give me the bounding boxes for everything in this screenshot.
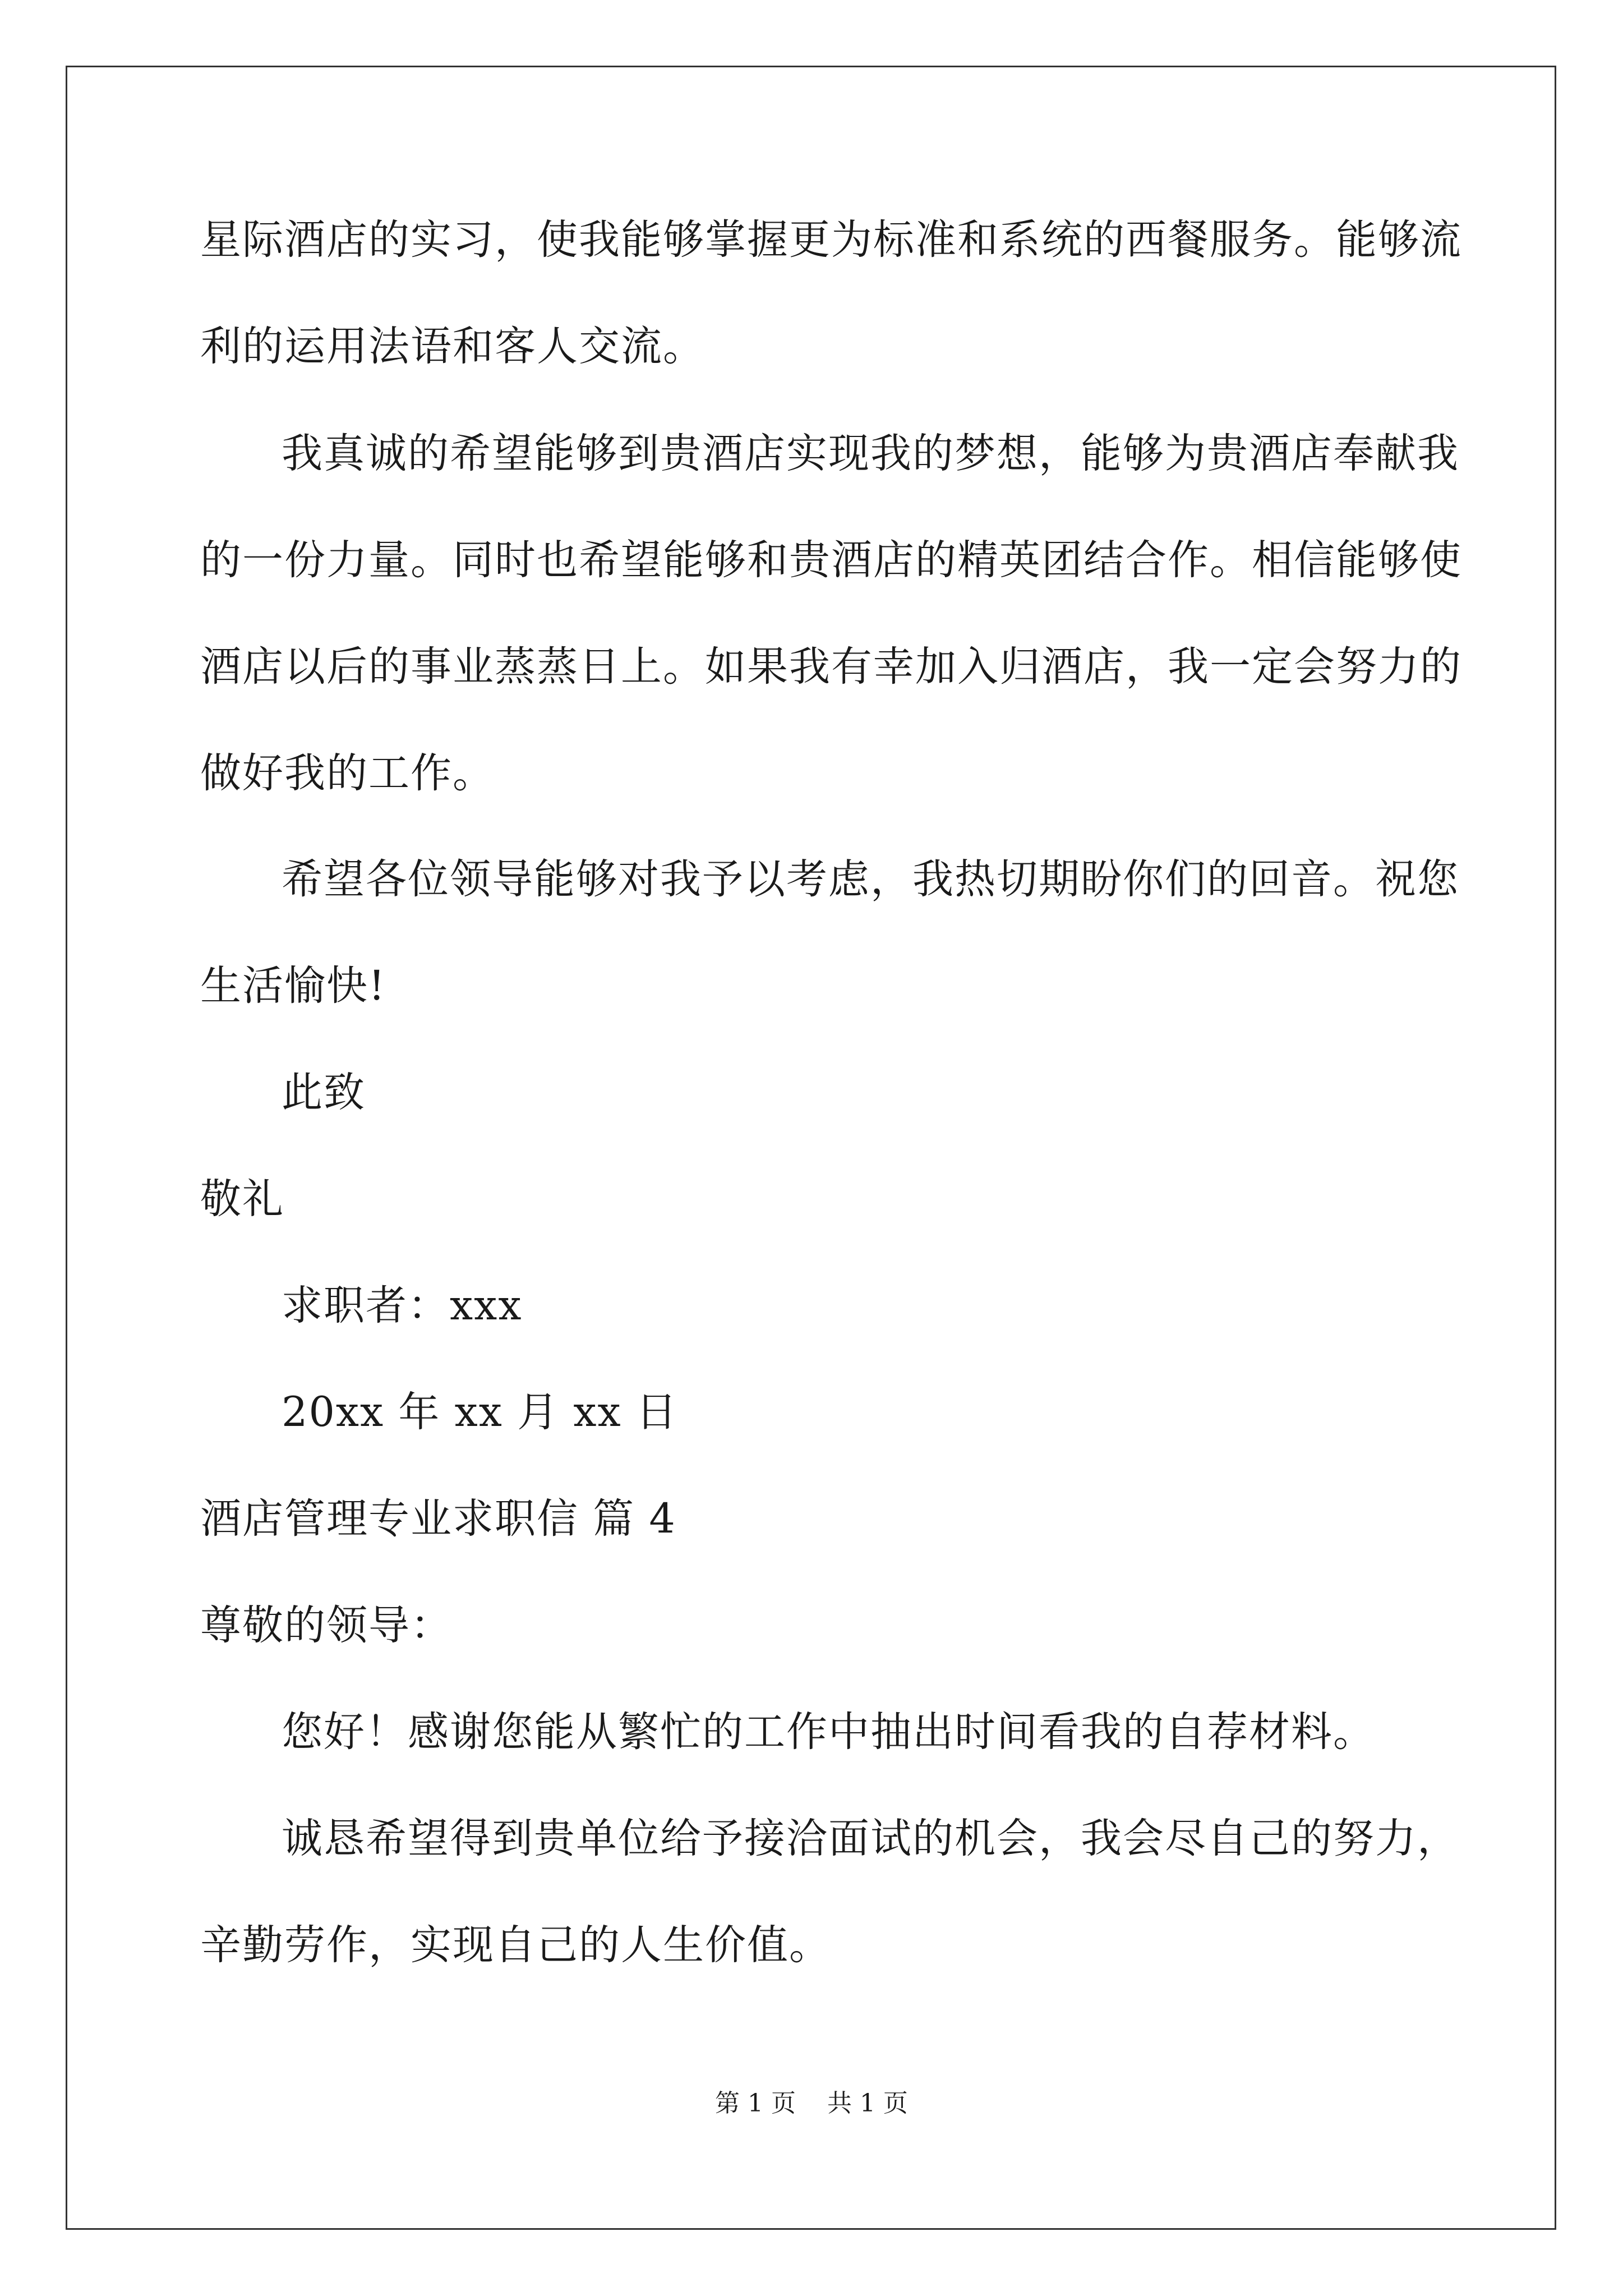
body-line: 做好我的工作。 xyxy=(200,749,495,797)
body-line: 我真诚的希望能够到贵酒店实现我的梦想，能够为贵酒店奉献我 xyxy=(282,430,1459,477)
body-line: 星际酒店的实习，使我能够掌握更为标准和系统的西餐服务。能够流 xyxy=(200,216,1462,264)
section-title: 酒店管理专业求职信 篇 4 xyxy=(200,1495,676,1543)
closing-regards: 敬礼 xyxy=(200,1175,284,1223)
greeting: 尊敬的领导： xyxy=(200,1602,453,1649)
body-line: 生活愉快! xyxy=(200,962,386,1010)
body-line: 希望各位领导能够对我予以考虑，我热切期盼你们的回音。祝您 xyxy=(282,855,1459,903)
page-number-footer: 第 1 页 共 1 页 xyxy=(715,2089,908,2118)
applicant-signature: 求职者：xxx xyxy=(282,1282,523,1329)
body-line: 利的运用法语和客人交流。 xyxy=(200,323,705,370)
body-line: 辛勤劳作，实现自己的人生价值。 xyxy=(200,1921,831,1969)
body-line: 您好！感谢您能从繁忙的工作中抽出时间看我的自荐材料。 xyxy=(282,1708,1375,1756)
body-line: 诚恳希望得到贵单位给予接洽面试的机会，我会尽自己的努力， xyxy=(282,1815,1459,1862)
body-line: 酒店以后的事业蒸蒸日上。如果我有幸加入归酒店，我一定会努力的 xyxy=(200,643,1462,691)
body-line: 的一份力量。同时也希望能够和贵酒店的精英团结合作。相信能够使 xyxy=(200,536,1462,584)
closing-salutation: 此致 xyxy=(282,1069,366,1116)
page-border xyxy=(66,66,1556,2230)
letter-date: 20xx 年 xx 月 xx 日 xyxy=(282,1388,678,1436)
